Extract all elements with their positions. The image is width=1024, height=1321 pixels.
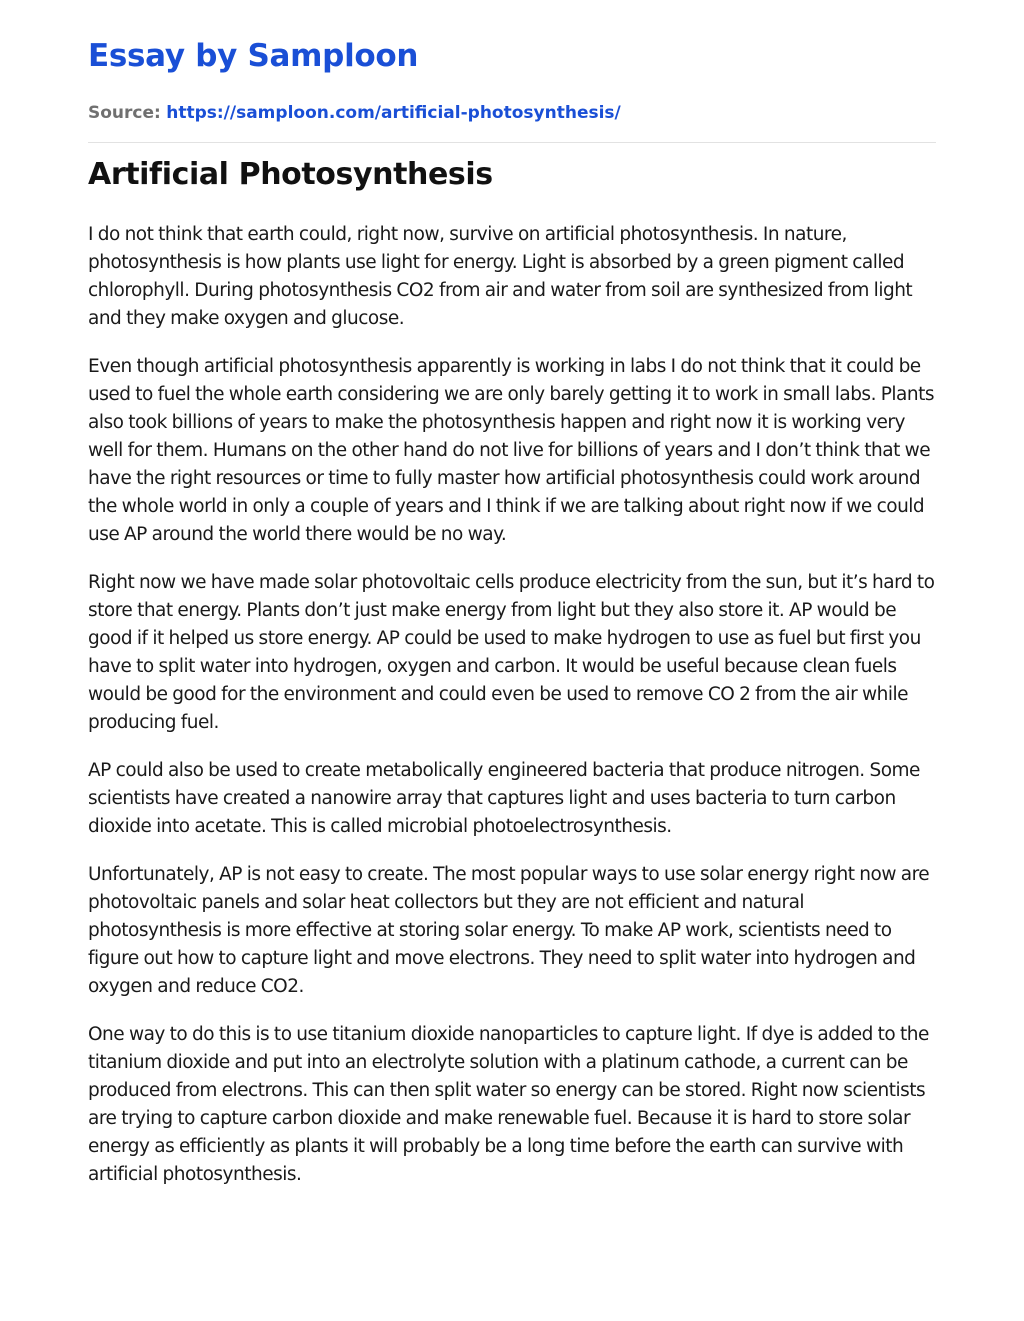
header-divider [88,142,936,143]
source-line [88,101,621,125]
article-paragraph-3: Right now we have made solar photovoltaic cells produce electricity from the sun, but it’s hard to store that energy. Plants don’t just make energy from light but they also store it. AP would be good if it helped us store energy. AP could be used to make hydrogen to use as fuel but first you have to split water into hydrogen, oxygen and carbon. It would be useful because clean fuels would be good for the environment and could even be used to remove CO 2 from the air while producing fuel. [88,572,935,733]
source-label: Source: [88,103,161,123]
article-body [88,221,938,1209]
article-title: Artificial Photosynthesis [88,157,493,192]
article-paragraph-5: Unfortunately, AP is not easy to create. The most popular ways to use solar energy right now are photovoltaic panels and solar heat collectors but they are not efficient and natural photosynthesis is more effective at storing solar energy. To make AP work, scientists need to figure out how to capture light and move electrons. They need to split water into hydrogen and oxygen and reduce CO2. [88,864,930,997]
source-link[interactable]: https://samploon.com/artificial-photosynthesis/ [166,103,621,123]
article-paragraph-2: Even though artificial photosynthesis apparently is working in labs I do not think that it could be used to fuel the whole earth considering we are only barely getting it to work in small labs. Plants also took billions of years to make the photosynthesis happen and right now it is working very well for them. Humans on the other hand do not live for billions of years and I don’t think that we have the right resources or time to fully master how artificial photosynthesis could work around the whole world in only a couple of years and I think if we are talking about right now if we could use AP around the world there would be no way. [88,356,934,545]
article-paragraph-6: One way to do this is to use titanium dioxide nanoparticles to capture light. If dye is added to the titanium dioxide and put into an electrolyte solution with a platinum cathode, a current can be produced from electrons. This can then split water so energy can be stored. Right now scientists are trying to capture carbon dioxide and make renewable fuel. Because it is hard to store solar energy as efficiently as plants it will probably be a long time before the earth can survive with artificial photosynthesis. [88,1024,929,1185]
site-brand-title: Essay by Samploon [88,38,419,74]
article-paragraph-4: AP could also be used to create metabolically engineered bacteria that produce nitrogen. Some scientists have created a nanowire array that captures light and uses bacteria to turn carbon dioxide into acetate. This is called microbial photoelectrosynthesis. [88,760,920,837]
article-paragraph-1: I do not think that earth could, right now, survive on artificial photosynthesis. In nature, photosynthesis is how plants use light for energy. Light is absorbed by a green pigment called chlorophyll. During photosynthesis CO2 from air and water from soil are synthesized from light and they make oxygen and glucose. [88,224,913,329]
